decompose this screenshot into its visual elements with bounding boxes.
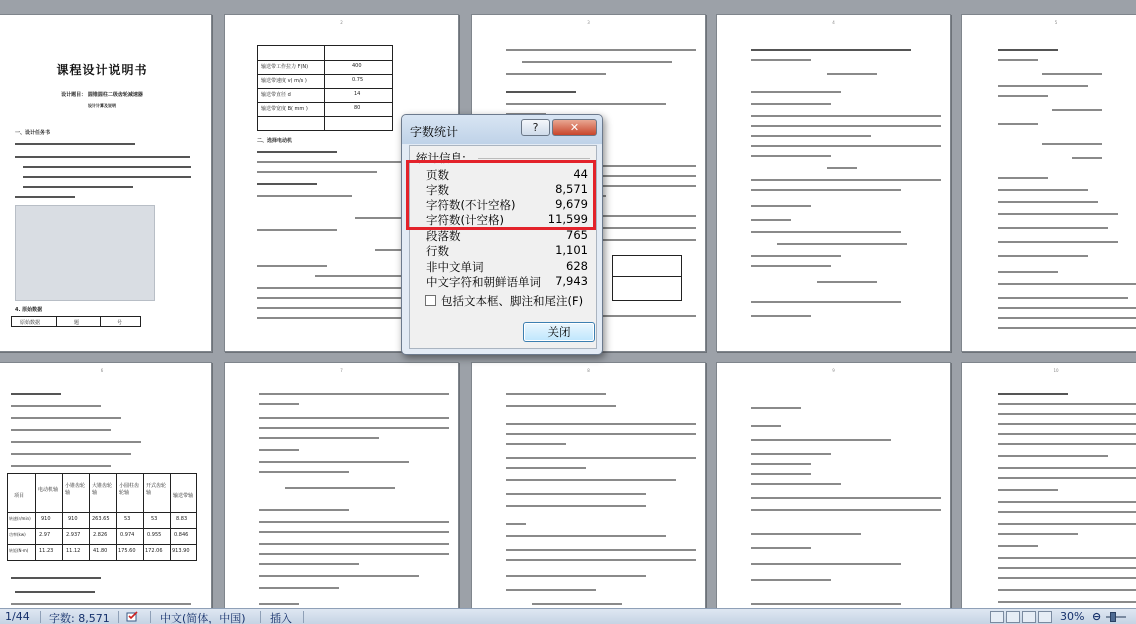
- document-subtitle: 设计题目： 圆锥圆柱二级齿轮减速器: [61, 92, 143, 98]
- page-thumbnail-3[interactable]: 3: [471, 14, 706, 352]
- stat-value-chars-no-spaces: 9,679: [555, 197, 588, 211]
- stat-label-pages: 页数: [426, 168, 449, 182]
- dialog-title: 字数统计: [410, 125, 459, 139]
- insert-mode-indicator[interactable]: 插入: [270, 612, 292, 624]
- stat-label-asian-chars: 中文字符和朝鲜语单词: [426, 275, 541, 289]
- zoom-out-icon[interactable]: ⊖: [1092, 610, 1102, 623]
- full-screen-reading-icon[interactable]: [1006, 611, 1020, 623]
- page-thumbnail-9[interactable]: 9: [716, 362, 951, 608]
- stat-value-non-chinese-words: 628: [566, 259, 588, 273]
- page-thumbnail-7[interactable]: 7: [224, 362, 459, 608]
- outline-view-icon[interactable]: [1038, 611, 1052, 623]
- stat-label-non-chinese-words: 非中文单词: [426, 260, 484, 274]
- stat-label-words: 字数: [426, 183, 449, 197]
- print-layout-view-icon[interactable]: [990, 611, 1004, 623]
- page-thumbnail-5[interactable]: 5: [961, 14, 1136, 352]
- zoom-slider-thumb[interactable]: [1110, 612, 1116, 622]
- web-layout-view-icon[interactable]: [1022, 611, 1036, 623]
- section-heading: 4. 原始数据: [15, 307, 43, 313]
- parameter-table: 输送带工作拉力 F(N) 400 输送带速度 v( m/s ) 0.75 输送带直径 d 14 输送带宽度 B( mm ) 80: [257, 45, 393, 131]
- section-heading: 二、选择电动机: [257, 138, 293, 144]
- stat-label-paragraphs: 段落数: [426, 229, 461, 243]
- statistics-group-label: 统计信息:: [416, 151, 466, 165]
- document-subtitle2: 设计计算及说明: [88, 103, 116, 108]
- close-button[interactable]: 关闭: [523, 322, 595, 342]
- close-icon[interactable]: ✕: [552, 119, 597, 136]
- stat-label-chars-with-spaces: 字符数(计空格): [426, 213, 504, 227]
- gearbox-diagram-image: [15, 205, 155, 301]
- highlight-box: [406, 160, 596, 230]
- stat-label-chars-no-spaces: 字符数(不计空格): [426, 198, 516, 212]
- proofing-icon[interactable]: [126, 610, 142, 623]
- page-thumbnail-2[interactable]: 2 输送带工作拉力 F(N) 400 输送带速度 v( m/s ) 0.75 输送带直径 d 14 输送带宽度 B( mm ) 80 二、选择电动机: [224, 14, 459, 352]
- page-thumbnail-8[interactable]: 8: [471, 362, 706, 608]
- page-thumbnail-1[interactable]: [0, 14, 212, 352]
- page-indicator[interactable]: 1/44: [5, 610, 30, 623]
- section-heading: 一、设计任务书: [15, 130, 51, 136]
- include-textboxes-label[interactable]: 包括文本框、脚注和尾注(F): [441, 294, 584, 308]
- stat-value-pages: 44: [573, 167, 588, 181]
- stat-label-lines: 行数: [426, 244, 449, 258]
- document-title: 课程设计说明书: [56, 63, 148, 77]
- dialog-titlebar[interactable]: [402, 115, 602, 144]
- data-table: 原始数据 题 号: [11, 316, 141, 327]
- zoom-level[interactable]: 30%: [1060, 610, 1085, 623]
- motor-table: [612, 255, 682, 301]
- stat-value-paragraphs: 765: [566, 228, 588, 242]
- stat-value-lines: 1,101: [555, 243, 588, 257]
- word-count-indicator[interactable]: 字数: 8,571: [49, 612, 110, 624]
- page-thumbnail-10[interactable]: 10: [961, 362, 1136, 608]
- stat-value-asian-chars: 7,943: [555, 274, 588, 288]
- shaft-parameter-table: 项目 电动机轴 小锥齿轮轴 大锥齿轮轴 小圆柱齿轮轴 开式齿轮轴 输送带轴 转速(r/min) 910 910 263.65 53 53 8.83 功率(kw) 2.97 2.937 2.826 0.974 0.955 0.846 转矩(N·m) 11.23 11.12 41.80 175.60 172.06 913.90: [7, 473, 197, 561]
- stat-value-chars-with-spaces: 11,599: [547, 212, 588, 226]
- language-indicator[interactable]: 中文(简体，中国): [160, 612, 246, 624]
- zoom-slider-track[interactable]: [1106, 616, 1126, 618]
- page-thumbnail-6[interactable]: 6 项目 电动机轴 小锥齿轮轴 大锥齿轮轴 小圆柱齿轮轴 开式齿轮轴 输送带轴 转速(r/min) 910 910 263.65 53 53 8.83 功率(kw) 2.97 2.937 2.826 0.974 0.955 0.846 转矩(N·m) 11.23 11.12 41.80 175.60 172.06 913.90: [0, 362, 212, 608]
- help-button[interactable]: ?: [521, 119, 550, 136]
- include-textboxes-checkbox[interactable]: [425, 295, 436, 306]
- word-count-dialog: [401, 114, 603, 355]
- status-bar: [0, 608, 1136, 624]
- page-thumbnail-4[interactable]: 4: [716, 14, 951, 352]
- stat-value-words: 8,571: [555, 182, 588, 196]
